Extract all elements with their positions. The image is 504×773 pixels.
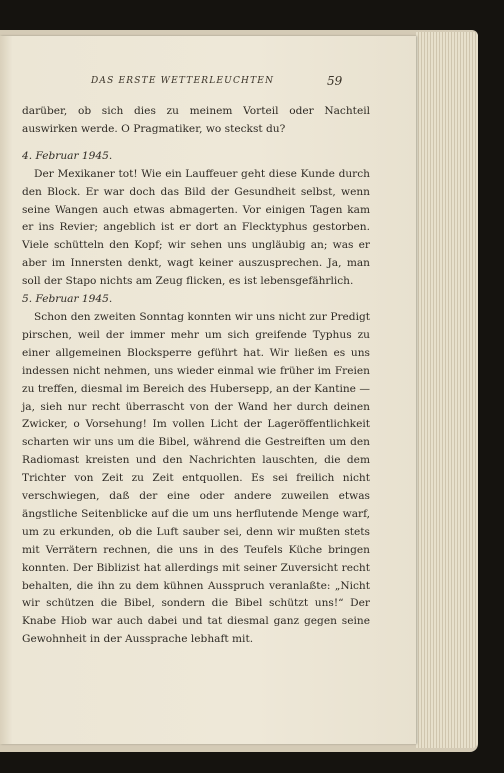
book: [0, 30, 478, 752]
diary-date-2: 5. Februar 1945.: [22, 293, 113, 306]
page-header: [0, 76, 416, 92]
page-number: 59: [327, 74, 343, 88]
diary-paragraph-2: Schon den zweiten Sonntag konnten wir uns nicht zur Predigt pirschen, weil der immer mehr um sich greifende Typhus zu einer allgemeinen Blocksperre geführt hat. Wir ließen es uns indessen nicht nehmen, uns wieder einmal wie früher im Freien zu treffen, diesmal im Bereich des Hubersepp, an der Kantine — ja, sieh nur recht überrascht von der Wand her durch deinen Zwicker, o Vorsehung! Im vollen Licht der Lageröffentlichkeit scharten wir uns um die Bibel, während die Gestreiften um den Radiomast kreisten und den Nachrichten lauschten, die dem Trichter von Zeit zu Zeit entquollen. Es sei freilich nicht verschwiegen, daß der eine oder andere zuweilen etwas ängstliche Seitenblicke auf die um uns herflutende Menge warf, um zu erkunden, ob die Luft sauber sei, denn wir mußten stets mit Verrätern rechnen, die uns in des Teufels Küche bringen konnten. Der Biblizist hat allerdings mit seiner Zuversicht recht behalten, die ihn zu dem kühnen Ausspruch veranlaßte: „Nicht wir schützen die Bibel, sondern die Bibel schützt uns!“ Der Knabe Hiob war auch dabei und tat diesmal ganz gegen seine Gewohnheit in der Aussprache lebhaft mit.: [22, 310, 370, 646]
running-title: DAS ERSTE WETTERLEUCHTEN: [91, 76, 275, 86]
page-edges: [416, 32, 478, 748]
page-text: [22, 103, 370, 649]
diary-paragraph-1: Der Mexikaner tot! Wie ein Lauffeuer geht diese Kunde durch den Block. Er war doch das Bild der Gesundheit selbst, wenn seine Wangen auch etwas abmagerten. Vor einigen Tagen kam er ins Revier; angeblich ist er dort an Flecktyphus gestorben. Viele schütteln den Kopf; wir sehen uns ungläubig an; was er aber im Innersten denkt, wagt keiner auszusprechen. Ja, man soll der Stapo nichts am Zeug flicken, es ist lebensgefährlich.: [22, 167, 370, 288]
diary-date-1: 4. Februar 1945.: [22, 149, 113, 162]
book-page: [0, 36, 416, 744]
continuation-paragraph: darüber, ob sich dies zu meinem Vorteil oder Nachteil auswirken werde. O Pragmatiker, wo steckst du?: [22, 105, 370, 135]
